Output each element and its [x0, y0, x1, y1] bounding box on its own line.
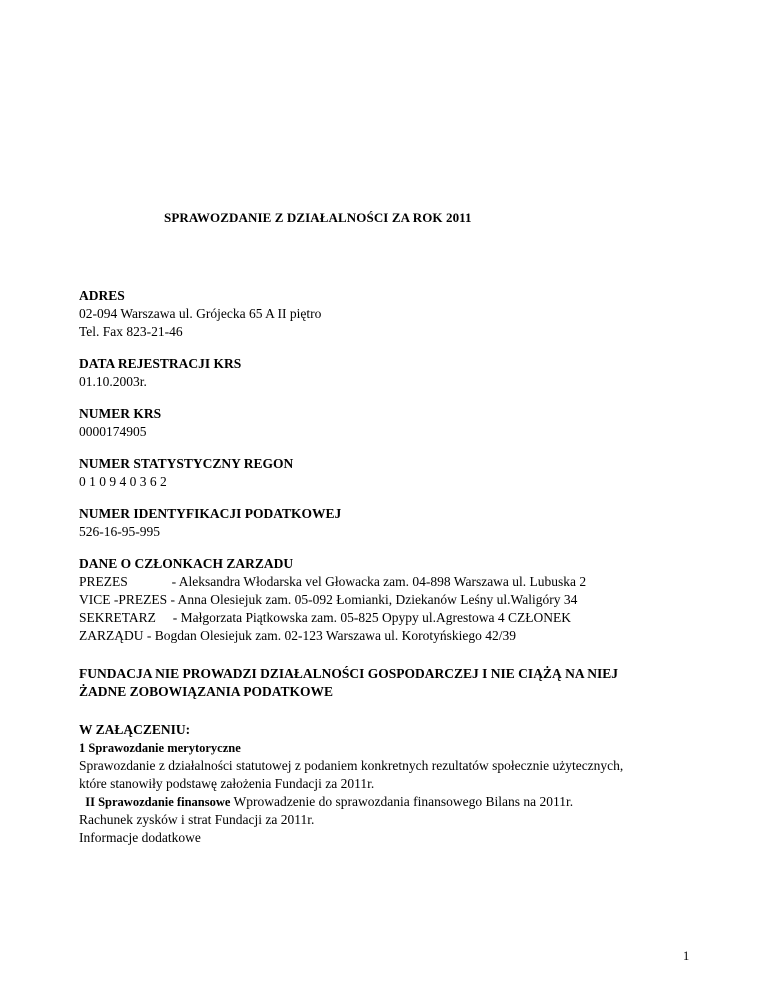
registration-heading: DATA REJESTRACJI KRS — [79, 356, 242, 371]
board-member-line: SEKRETARZ - Małgorzata Piątkowska zam. 05-825 Opypy ul.Agrestowa 4 CZŁONEK — [79, 610, 571, 625]
document-title: SPRAWOZDANIE Z DZIAŁALNOŚCI ZA ROK 2011 — [164, 210, 472, 225]
board-heading: DANE O CZŁONKACH ZARZADU — [79, 556, 294, 571]
krs-number: 0000174905 — [79, 424, 147, 439]
page-number: 1 — [683, 949, 690, 963]
registration-section — [79, 355, 699, 391]
board-member-line: VICE -PREZES - Anna Olesiejuk zam. 05-092 Łomianki, Dziekanów Leśny ul.Waligóry 34 — [79, 592, 578, 607]
board-section — [79, 555, 699, 645]
attachment-text: Sprawozdanie z działalności statutowej z podaniem konkretnych rezultatów społecznie użytecznych, — [79, 758, 624, 773]
board-member-line: ZARZĄDU - Bogdan Olesiejuk zam. 02-123 Warszawa ul. Korotyńskiego 42/39 — [79, 628, 516, 643]
attachment-text: Wprowadzenie do sprawozdania finansowego Bilans na 2011r. — [230, 794, 574, 809]
address-heading: ADRES — [79, 288, 125, 303]
address-section — [79, 287, 699, 341]
registration-date: 01.10.2003r. — [79, 374, 147, 389]
nip-heading: NUMER IDENTYFIKACJI PODATKOWEJ — [79, 506, 342, 521]
phone-fax-line: Tel. Fax 823-21-46 — [79, 324, 183, 339]
attachment-text: Informacje dodatkowe — [79, 830, 201, 845]
attachment-financial-row — [79, 793, 699, 811]
address-line: 02-094 Warszawa ul. Grójecka 65 A II piętro — [79, 306, 322, 321]
statement-line: ŻADNE ZOBOWIĄZANIA PODATKOWE — [79, 684, 334, 699]
attachment-substantive-report: 1 Sprawozdanie merytoryczne — [79, 741, 241, 755]
attachments-section — [79, 721, 699, 847]
nip-section — [79, 505, 699, 541]
krs-heading: NUMER KRS — [79, 406, 162, 421]
document-body — [79, 287, 699, 847]
attachment-text: Rachunek zysków i strat Fundacji za 2011r. — [79, 812, 315, 827]
nip-number: 526-16-95-995 — [79, 524, 160, 539]
regon-heading: NUMER STATYSTYCZNY REGON — [79, 456, 294, 471]
attachment-text: które stanowiły podstawę założenia Fundacji za 2011r. — [79, 776, 375, 791]
statement-line: FUNDACJA NIE PROWADZI DZIAŁALNOŚCI GOSPODARCZEJ I NIE CIĄŻĄ NA NIEJ — [79, 666, 618, 681]
regon-section — [79, 455, 699, 491]
board-member-line: PREZES - Aleksandra Włodarska vel Głowacka zam. 04-898 Warszawa ul. Lubuska 2 — [79, 574, 587, 589]
krs-section — [79, 405, 699, 441]
attachment-financial-report: II Sprawozdanie finansowe — [79, 795, 231, 809]
tax-statement — [79, 665, 699, 701]
attachments-heading: W ZAŁĄCZENIU: — [79, 722, 191, 737]
regon-number: 0 1 0 9 4 0 3 6 2 — [79, 474, 167, 489]
